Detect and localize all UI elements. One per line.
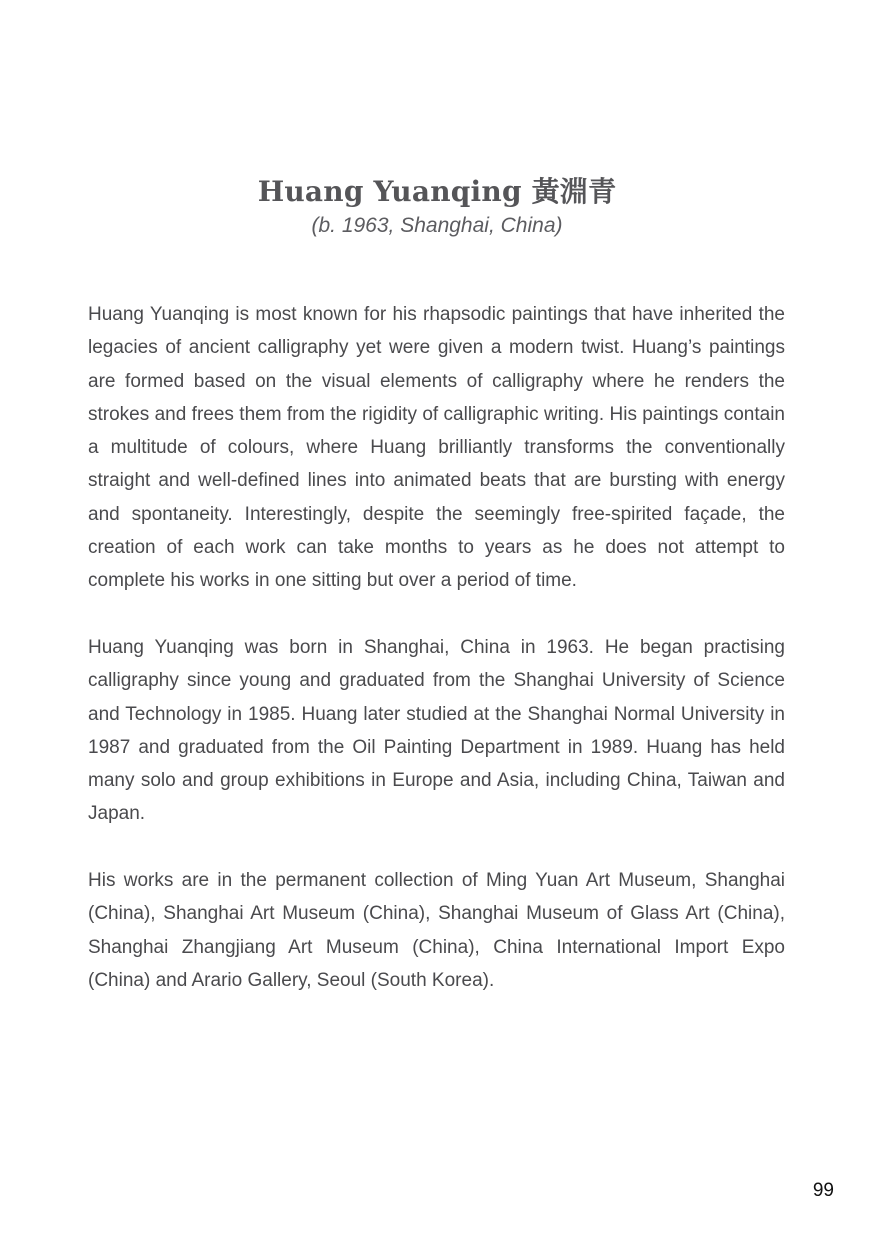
biography-paragraph-1: Huang Yuanqing is most known for his rhapsodic paintings that have inherited the legacies of ancient calligraphy yet were given a modern twist. Huang’s paintings are formed based on the visual elements of calligraphy where he renders the strokes and frees them from the rigidity of calligraphic writing. His paintings contain a multitude of colours, where Huang brilliantly transforms the conventionally straight and well-defined lines into animated beats that are bursting with energy and spontaneity. Interestingly, despite the seemingly free-spirited façade, the creation of each work can take months to years as he does not attempt to complete his works in one sitting but over a period of time. bbox=[88, 304, 785, 592]
artist-birth-subtitle: (b. 1963, Shanghai, China) bbox=[311, 214, 563, 237]
artist-header bbox=[0, 172, 874, 240]
biography-paragraph-2: Huang Yuanqing was born in Shanghai, China in 1963. He began practising calligraphy since young and graduated from the Shanghai University of Science and Technology in 1985. Huang later studied at the Shanghai Normal University in 1987 and graduated from the Oil Painting Department in 1989. Huang has held many solo and group exhibitions in Europe and Asia, including China, Taiwan and Japan. bbox=[88, 636, 785, 825]
artist-name-title: Huang Yuanqing 黃淵青 bbox=[257, 175, 617, 208]
biography-paragraph-3: His works are in the permanent collection of Ming Yuan Art Museum, Shanghai (China), Shanghai Art Museum (China), Shanghai Museum of Glass Art (China), Shanghai Zhangjiang Art Museum (China), China International Import Expo (China) and Arario Gallery, Seoul (South Korea). bbox=[88, 870, 785, 991]
biography-text bbox=[88, 298, 785, 1031]
page-number: 99 bbox=[812, 1180, 834, 1201]
